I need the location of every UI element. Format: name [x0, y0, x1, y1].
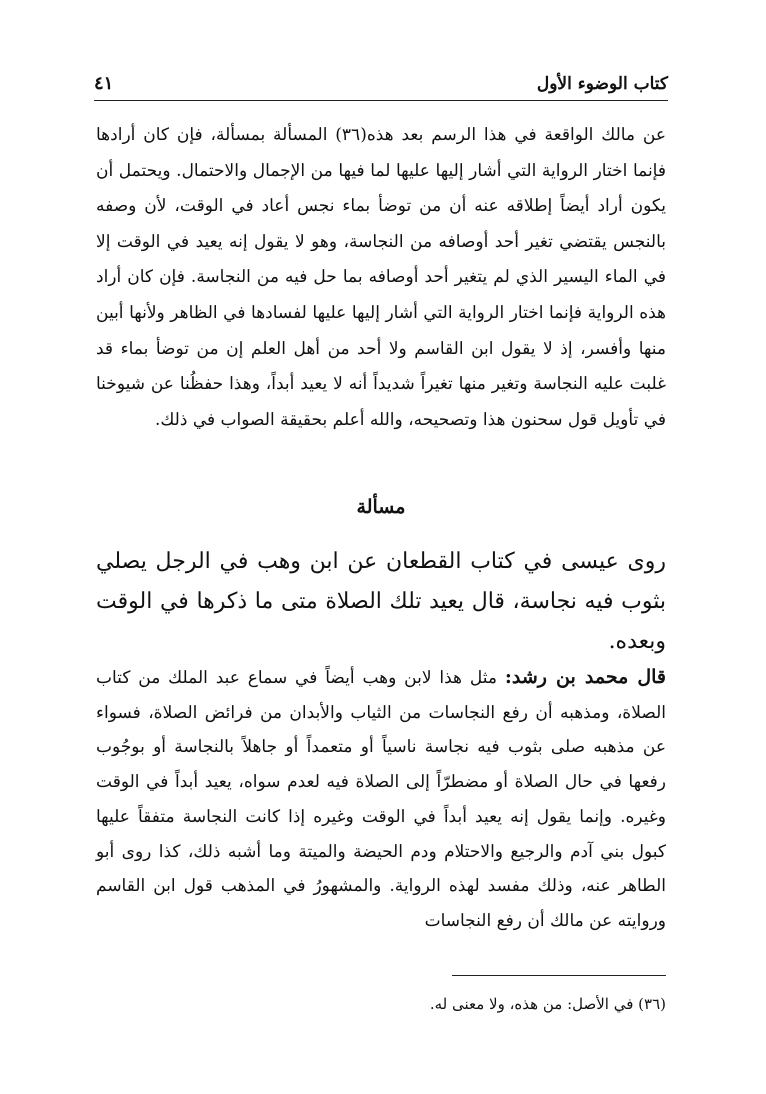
question-text: روى عيسى في كتاب القطعان عن ابن وهب في الرجل يصلي بثوب فيه نجاسة، قال يعيد تلك الصلاة متى ما ذكرها في الوقت وبعده.: [96, 549, 666, 654]
footnote: (٣٦) في الأصل: من هذه، ولا معنى له.: [429, 995, 666, 1013]
page-number: ٤١: [94, 73, 114, 94]
footnote-divider: [452, 975, 666, 976]
answer-paragraph: [96, 660, 666, 939]
answer-text: مثل هذا لابن وهب أيضاً في سماع عبد الملك من كتاب الصلاة، ومذهبه أن رفع النجاسات من الثياب والأبدان من فرائض الصلاة، فسواء عن مذهبه صلى بثوب فيه نجاسة ناسياً أو متعمداً أو جاهلاً بالنجاسة أو بوجُوب رفعها في حال الصلاة أو مضطرّاً إلى الصلاة فيه لعدم سواه، يعيد أبداً في الوقت وغيره. وإنما يقول إنه يعيد أبداً في الوقت وغيره إذا كانت النجاسة متفقاً عليها كبول بني آدم والرجيع والاحتلام ودم الحيضة والميتة وما أشبه ذلك، كذا روى أبو الطاهر عنه، وذلك مفسد لهذه الرواية. والمشهورُ في المذهب قول ابن القاسم وروايته عن مالك أن رفع النجاسات: [96, 668, 666, 931]
chapter-title: كتاب الوضوء الأول: [536, 74, 668, 94]
paragraph-1: عن مالك الواقعة في هذا الرسم بعد هذه(٣٦) المسألة بمسألة، فإن كان أرادها فإنما اختار الرواية التي أشار إليها عليها لما فيها من الإجمال والاحتمال. ويحتمل أن يكون أراد أيضاً إطلاقه عنه أن من توضأ بماء نجس أعاد في الوقت، لأن وصفه بالنجس يقتضي تغير أحد أوصافه من النجاسة، وهو لا يقول إنه يعيد في الوقت إلا في الماء اليسير الذي لم يتغير أحد أوصافه بما حل فيه من النجاسة. فإن كان أراد هذه الرواية فإنما اختار الرواية التي أشار إليها عليها لفسادها في الظاهر ولأنها أبين منها وأفسر، إذ لا يقول ابن القاسم ولا أحد من أهل العلم إن من توضأ بماء قد غلبت عليه النجاسة وتغير منها تغيراً شديداً أنه لا يعيد أبداً، وهذا حفظُنا عن شيوخنا في تأويل قول سحنون هذا وتصحيحه، والله أعلم بحقيقة الصواب في ذلك.: [96, 125, 666, 430]
answer-speaker: قال محمد بن رشد:: [504, 666, 667, 688]
running-header: [94, 70, 668, 101]
section-heading: مسألة: [356, 496, 406, 518]
